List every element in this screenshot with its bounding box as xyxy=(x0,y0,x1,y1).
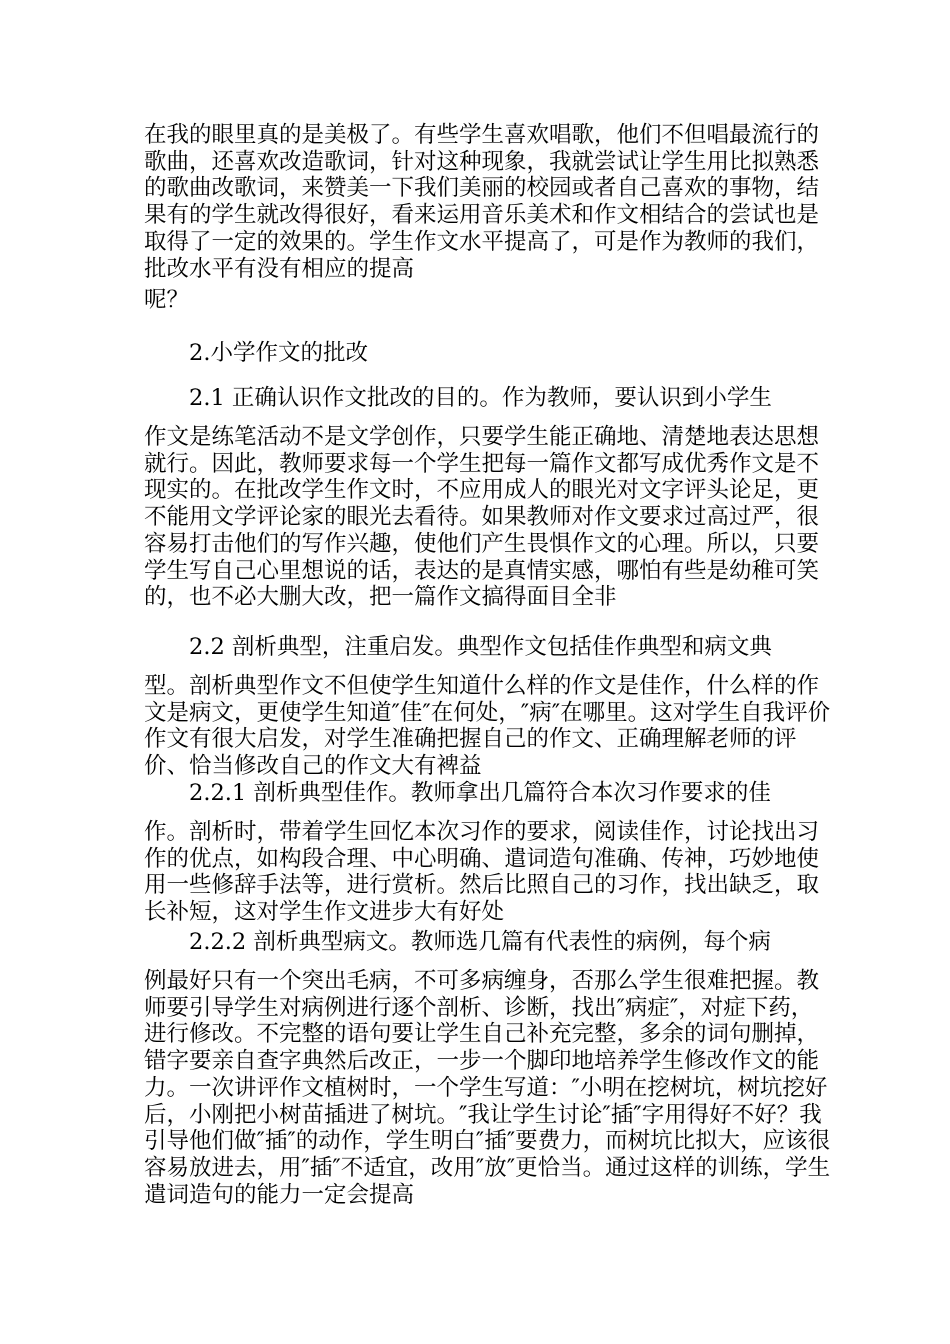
section-2-2-first-line: 2.2 剖析典型，注重启发。典型作文包括佳作典型和病文典 xyxy=(189,634,772,660)
intro-paragraph-tail: 呢？ xyxy=(144,287,190,313)
intro-paragraph: 在我的眼里真的是美极了。有些学生喜欢唱歌，他们不但唱最流行的歌曲，还喜欢改造歌词，针对这种现象，我就尝试让学生用比拟熟悉的歌曲改歌词，来赞美一下我们美丽的校园或者自己喜欢的事物，结果有的学生就改得很好，看来运用音乐美术和作文相结合的尝试也是取得了一定的效果的。学生作文水平提高了，可是作为教师的我们，批改水平有没有相应的提高 xyxy=(144,122,820,282)
section-2-2-1-first-line: 2.2.1 剖析典型佳作。教师拿出几篇符合本次习作要求的佳 xyxy=(189,780,771,806)
section-2-2-2-body: 例最好只有一个突出毛病，不可多病缠身，否那么学生很难把握。教师要引导学生对病例进行逐个剖析、诊断，找出″病症″，对症下药，进行修改。不完整的语句要让学生自己补充完整，多余的词句删掉，错字要亲自查字典然后改正，一步一个脚印地培养学生修改作文的能力。一次讲评作文植树时，一个学生写道：″小明在挖树坑，树坑挖好后，小刚把小树苗插进了树坑。″我让学生讨论″插″字用得好不好？我引导他们做″插″的动作，学生明白″插″要费力，而树坑比拟大，应该很容易放进去，用″插″不适宜，改用″放″更恰当。通过这样的训练，学生遣词造句的能力一定会提高 xyxy=(144,968,831,1208)
section-2-2-2-first-line: 2.2.2 剖析典型病文。教师选几篇有代表性的病例，每个病 xyxy=(189,929,771,955)
section-heading: 2.小学作文的批改 xyxy=(189,340,368,366)
section-2-2-body: 型。剖析典型作文不但使学生知道什么样的作文是佳作，什么样的作文是病文，更使学生知道″佳″在何处，″病″在哪里。这对学生自我评价作文有很大启发，对学生准确把握自己的作文、正确理解老师的评价、恰当修改自己的作文大有裨益 xyxy=(144,673,831,780)
section-2-1-body: 作文是练笔活动不是文学创作，只要学生能正确地、清楚地表达思想就行。因此，教师要求每一个学生把每一篇作文都写成优秀作文是不现实的。在批改学生作文时，不应用成人的眼光对文字评头论足，更不能用文学评论家的眼光去看待。如果教师对作文要求过高过严，很容易打击他们的写作兴趣，使他们产生畏惧作文的心理。所以，只要学生写自己心里想说的话，表达的是真情实感，哪怕有些是幼稚可笑的，也不必大删大改，把一篇作文搞得面目全非 xyxy=(144,424,820,611)
section-2-1-first-line: 2.1 正确认识作文批改的目的。作为教师，要认识到小学生 xyxy=(189,385,772,411)
section-2-2-1-body: 作。剖析时，带着学生回忆本次习作的要求，阅读佳作，讨论找出习作的优点，如构段合理、中心明确、遣词造句准确、传神，巧妙地使用一些修辞手法等，进行赏析。然后比照自己的习作，找出缺乏，取长补短，这对学生作文进步大有好处 xyxy=(144,819,820,926)
